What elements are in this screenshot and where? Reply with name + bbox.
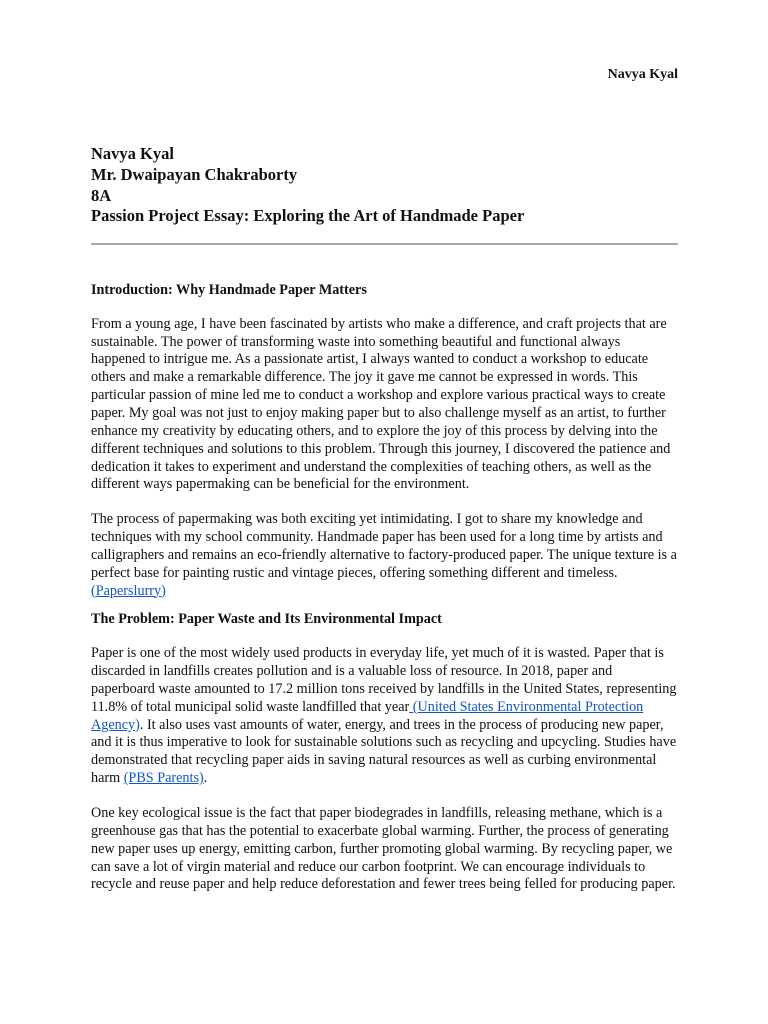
essay-body	[91, 282, 678, 911]
intro-paragraph-1: From a young age, I have been fascinated by artists who make a difference, and craft projects that are sustainable. The power of transforming waste into something beautiful and functional always happened to intrigue me. As a passionate artist, I always wanted to conduct a workshop to educate others and make a remarkable difference. The joy it gave me cannot be expressed in words. This particular passion of mine led me to conduct a workshop and explore various practical ways to create paper. My goal was not just to enjoy making paper but to also challenge myself as an artist, to further enhance my creativity by educating others, and to explore the joy of this process by delving into the different techniques and solutions to this problem. Through this journey, I discovered the patience and dedication it takes to experiment and understand the complexities of teaching others, as well as the different ways papermaking can be beneficial for the environment.	[91, 315, 671, 493]
section-heading-introduction: Introduction: Why Handmade Paper Matters	[91, 282, 367, 298]
problem-paragraph-1	[91, 645, 678, 788]
problem-paragraph-1-text-a: Paper is one of the most widely used products in everyday life, yet much of it is wasted. Paper that is discarded in landfills creates pollution and is a valuable loss of resource. In 2018, paper and paperboard waste amounted to 17.2 million tons received by landfills in the United States, representing 11.8% of total municipal solid waste landfilled that year	[91, 645, 677, 715]
citation-link-epa[interactable]: (United States Environmental Protection Agency)	[91, 698, 644, 733]
citation-link-paperslurry[interactable]: (Paperslurry)	[91, 582, 166, 599]
running-header-author: Navya Kyal	[607, 67, 678, 82]
essay-title: Passion Project Essay: Exploring the Art of Handmade Paper	[91, 206, 525, 226]
problem-paragraph-1-text-c: .	[203, 770, 208, 787]
section-heading-problem: The Problem: Paper Waste and Its Environmental Impact	[91, 611, 442, 628]
problem-paragraph-1-text-b: . It also uses vast amounts of water, energy, and trees in the process of producing new paper, and it is thus imperative to look for sustainable solutions such as recycling and upcycling. Studies have demonstrated that recycling paper aids in saving natural resources as well as curbing environmental harm	[91, 716, 677, 787]
title-block	[91, 144, 678, 227]
intro-paragraph-2	[91, 511, 678, 600]
citation-link-pbs-parents[interactable]: (PBS Parents)	[123, 770, 204, 787]
teacher-name: Mr. Dwaipayan Chakraborty	[91, 164, 298, 184]
problem-paragraph-2: One key ecological issue is the fact that paper biodegrades in landfills, releasing methane, which is a greenhouse gas that has the potential to exacerbate global warming. Further, the process of generating new paper uses up energy, emitting carbon, further promoting global warming. By recycling paper, we can save a lot of virgin material and reduce our carbon footprint. We can encourage individuals to recycle and reuse paper and help reduce deforestation and fewer trees being felled for producing paper.	[91, 805, 676, 893]
horizontal-divider	[91, 243, 678, 245]
class-label: 8A	[91, 185, 112, 205]
student-name: Navya Kyal	[91, 144, 174, 163]
intro-paragraph-2-text: The process of papermaking was both exciting yet intimidating. I got to share my knowledge and techniques with my school community. Handmade paper has been used for a long time by artists and calligraphers and remains an eco-friendly alternative to factory-produced paper. The unique texture is a perfect base for painting rustic and vintage pieces, offering something different and timeless.	[91, 511, 677, 581]
